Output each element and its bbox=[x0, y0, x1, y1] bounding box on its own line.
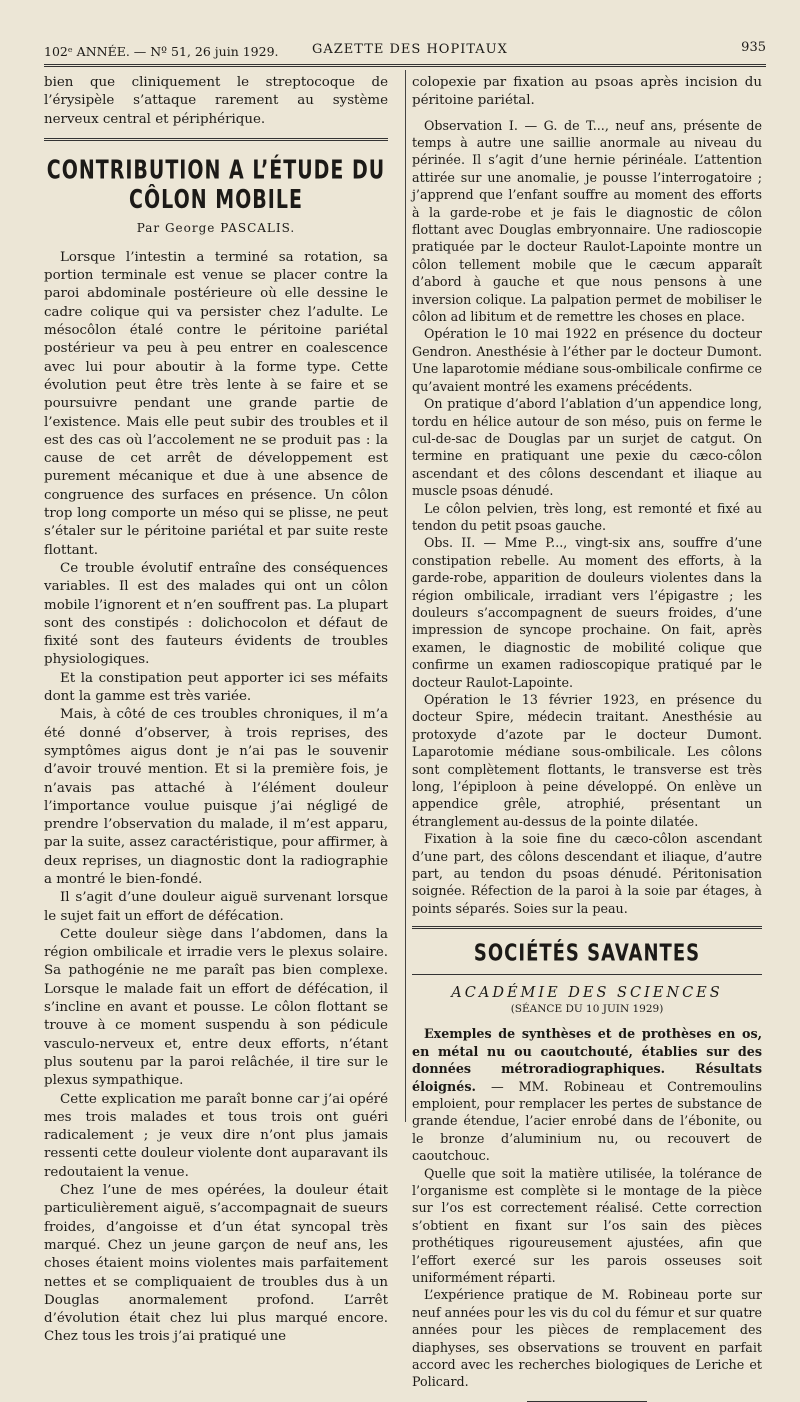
paragraph: L’expérience pratique de M. Robineau porte sur neuf années pour les vis du col du fémur et sur quatre années pour les pièces de remplacement des diaphyses, ses observations se trouvent en parfait accord avec les recherches biologiques de Leriche et Policard. bbox=[412, 1287, 762, 1390]
paragraph: Il s’agit d’une douleur aiguë survenant lorsque le sujet fait un effort de défécation. bbox=[44, 890, 388, 924]
page-number: 935 bbox=[741, 40, 766, 55]
observation-paragraph: Obs. II. — Mme P..., vingt-six ans, souffre d’une constipation rebelle. Au moment des efforts, à la garde-robe, apparition de douleurs violentes dans la région ombilicale, irradiant vers l’épigastre ; les douleurs s’accompagnent de sueurs froides, d’une impression de syncope prochaine. On fait, après examen, le diagnostic de mobilité colique que confirme un examen radioscopique pratiqué par le docteur Raulot-Lapointe. bbox=[412, 535, 762, 690]
section-title: SOCIÉTÉS SAVANTES bbox=[473, 940, 701, 968]
paragraph: Ce trouble évolutif entraîne des conséquences variables. Il est des malades qui ont un côlon mobile l’ignorent et n’en souffrent pas. La plupart sont des constipés : dolichocolon et défaut de fixité sont des fauteurs évidents de troubles physiologiques. bbox=[44, 560, 388, 668]
carry-over-text: colopexie par fixation au psoas après incision du péritoine pariétal. bbox=[412, 75, 762, 109]
article-title: CONTRIBUTION A L’ÉTUDE DU CÔLON MOBILE bbox=[46, 155, 386, 215]
paragraph: Chez l’une de mes opérées, la douleur était particulièrement aiguë, s’accompagnait de sueurs froides, d’angoisse et d’un état syncopal très marqué. Chez un jeune garçon de neuf ans, les choses étaient moins violentes mais parfaitement nettes et se compliquaient de troubles dus à un Douglas anormalement profond. L’arrêt d’évolution était chez lui plus marqué encore. Chez tous les trois j’ai pratiqué une bbox=[44, 1183, 388, 1345]
issue-line: 102ᵉ ANNÉE. — Nº 51, 26 juin 1929. bbox=[44, 44, 279, 59]
observation-paragraph: Observation I. — G. de T..., neuf ans, présente de temps à autre une saillie anormale au niveau du périnée. Il s’agit d’une hernie périnéale. L’attention attirée sur une anomalie, je pousse l’interrogatoire ; j’apprend que l’enfant souffre au moment des efforts à la garde-robe et je fais le diagnostic de côlon flottant avec Douglas embryonnaire. Une radioscopie pratiquée par le docteur Raulot-Lapointe montre un côlon tellement mobile que le cæcum apparaît d’abord à gauche et que nous pensons à une inversion colique. La palpation permet de mobiliser le côlon ad libitum et de remettre les choses en place. bbox=[412, 117, 762, 325]
observation-paragraph: Opération le 13 février 1923, en présence du docteur Spire, médecin traitant. Anesthésie au protoxyde d’azote par le docteur Dumont. Laparotomie médiane sous-ombilicale. Les côlons sont complètement flottants, le transverse est très long, l’épiploon à peine développé. On enlève un appendice grêle, atrophié, présentant un étranglement au-dessus de la pointe dilatée. bbox=[412, 692, 762, 829]
observations bbox=[412, 117, 762, 918]
thin-rule bbox=[412, 974, 762, 975]
article-byline: Par George PASCALIS. bbox=[136, 220, 296, 235]
paragraph: Et la constipation peut apporter ici ses méfaits dont la gamme est très variée. bbox=[44, 670, 388, 705]
right-column bbox=[412, 74, 762, 1402]
paragraph: Lorsque l’intestin a terminé sa rotation, sa portion terminale est venue se placer contre la paroi abdominale postérieure où elle dessine le cadre colique qui va persister chez l’adulte. Le mésocôlon étalé contre le péritoine pariétal postérieur va peu à peu entrer en coalescence avec lui pour aboutir à la forme type. Cette évolution peut être très lente à se faire et se poursuivre pendant une grande partie de l’existence. Mais elle peut subir des troubles et il est des cas où l’accolement ne se produit pas : la cause de cet arrêt de développement est purement mécanique et due à une absence de congruence des surfaces en présence. Un côlon trop long comporte un méso qui se plisse, ne peut s’étaler sur le péritoine pariétal et par suite reste flottant. bbox=[44, 249, 388, 558]
carry-over-text: bien que cliniquement le streptocoque de l’érysipèle s’attaque rarement au système nerveux central et périphérique. bbox=[44, 75, 388, 127]
journal-title: GAZETTE DES HOPITAUX bbox=[312, 42, 508, 57]
seance-date: (SÉANCE DU 10 JUIN 1929) bbox=[510, 1003, 664, 1016]
section-rule bbox=[44, 138, 388, 141]
communication-text: — MM. Robineau et Contremoulins emploient, pour remplacer les pertes de substance de grande étendue, l’acier enrobé dans de l’ébonite, ou le bronze d’aluminium nu, ou recouvert de caoutchouc. bbox=[412, 1078, 762, 1164]
page-header bbox=[44, 38, 766, 67]
observation-paragraph: On pratique d’abord l’ablation d’un appendice long, tordu en hélice autour de son méso, puis on ferme le cul-de-sac de Douglas par un surjet de catgut. On termine en pratiquant une pexie du cæco-côlon ascendant et des côlons descendant et iliaque au muscle psoas dénudé. bbox=[412, 396, 762, 499]
paragraph: Cette explication me paraît bonne car j’ai opéré mes trois malades et tous trois ont guéri radicalement ; je veux dire n’ont plus jamais ressenti cette douleur violente dont auparavant ils redoutaient la venue. bbox=[44, 1091, 388, 1180]
section-rule bbox=[412, 926, 762, 929]
paragraph: Mais, à côté de ces troubles chroniques, il m’a été donné d’observer, à trois reprises, des symptômes aigus dont je n’ai pas le souvenir d’avoir trouvé mention. Et si la première fois, je n’avais pas attaché à l’élément douleur l’importance voulue puisque j’ai négligé de prendre l’observation du malade, il m’est apparu, par la suite, assez caractéristique, pour affirmer, à deux reprises, un diagnostic dont la radiographie a montré le bien-fondé. bbox=[44, 707, 388, 887]
observation-paragraph: Fixation à la soie fine du cæco-côlon ascendant d’une part, des côlons descendant et iliaque, d’autre part, au tendon du psoas dénudé. Péritonisation soignée. Réfection de la paroi à la soie par étages, à points séparés. Soies sur la peau. bbox=[412, 831, 762, 916]
left-column bbox=[44, 74, 388, 1347]
observation-paragraph: Opération le 10 mai 1922 en présence du docteur Gendron. Anesthésie à l’éther par le docteur Dumont. Une laparotomie médiane sous-ombilicale confirme ce qu’avaient montré les examens précédents. bbox=[412, 326, 762, 394]
paragraph: Quelle que soit la matière utilisée, la tolérance de l’organisme est complète si le montage de la pièce sur l’os est correctement réalisé. Cette correction s’obtient en fixant sur l’os sain des pièces prothétiques rigoureusement ajustées, afin que l’effort exercé sur les parois osseuses soit uniformément réparti. bbox=[412, 1165, 762, 1285]
observation-paragraph: Le côlon pelvien, très long, est remonté et fixé au tendon du petit psoas gauche. bbox=[412, 500, 762, 533]
paragraph: Cette douleur siège dans l’abdomen, dans la région ombilicale et irradie vers le plexus solaire. Sa pathogénie ne me paraît pas bien complexe. Lorsque le malade fait un effort de défécation, il s’incline en avant et pousse. Le côlon flottant se trouve à ce moment suspendu à son pédicule vasculo-nerveux et, entre deux efforts, n’étant plus soutenu par la paroi relâchée, il tire sur le plexus sympathique. bbox=[44, 926, 388, 1089]
communication-paragraph bbox=[412, 1025, 762, 1164]
column-divider bbox=[405, 70, 406, 1122]
academy-report bbox=[412, 1025, 762, 1391]
academy-heading: ACADÉMIE DES SCIENCES bbox=[451, 985, 723, 1002]
communication-title: Exemples de synthèses et de prothèses en os, en métal nu ou caoutchouté, établies sur des données métroradiographiques. Résultats éloignés. bbox=[412, 1026, 762, 1094]
